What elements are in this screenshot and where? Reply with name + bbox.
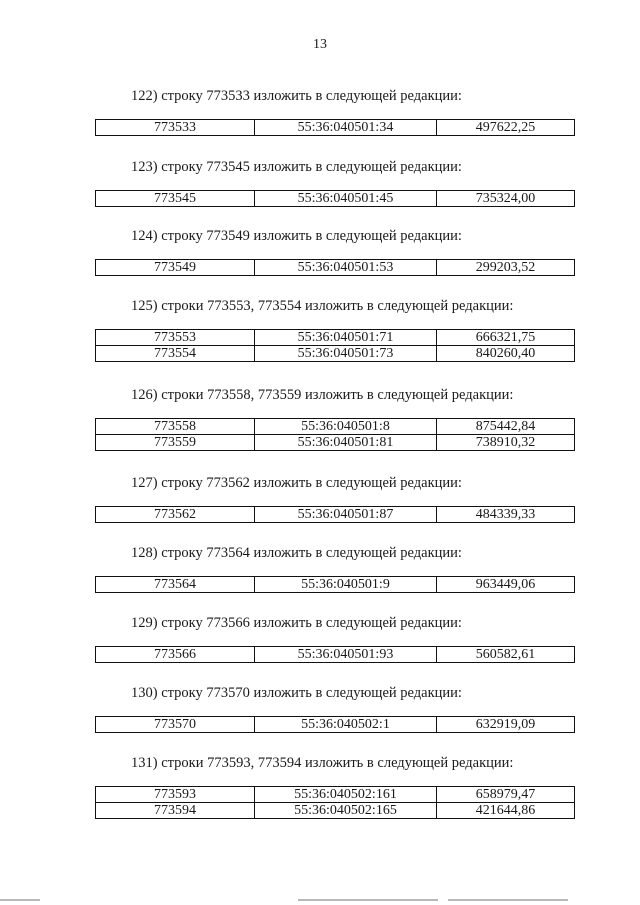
data-table xyxy=(95,190,575,207)
table-row xyxy=(96,507,575,523)
cell-cadastral-number: 55:36:040502:1 xyxy=(255,717,437,733)
cell-value: 658979,47 xyxy=(437,787,575,803)
amendment-item xyxy=(95,158,573,206)
table-row xyxy=(96,419,575,435)
item-heading: 131) строки 773593, 773594 изложить в следующей редакции: xyxy=(131,755,514,771)
table-row xyxy=(96,435,575,451)
item-heading: 126) строки 773558, 773559 изложить в следующей редакции: xyxy=(131,387,514,403)
cell-row-number: 773559 xyxy=(96,435,255,451)
cell-cadastral-number: 55:36:040501:34 xyxy=(255,120,437,136)
data-table xyxy=(95,119,575,136)
table-row xyxy=(96,803,575,819)
amendment-item xyxy=(95,754,573,818)
amendment-item xyxy=(95,474,573,522)
cell-cadastral-number: 55:36:040501:81 xyxy=(255,435,437,451)
cell-cadastral-number: 55:36:040501:71 xyxy=(255,330,437,346)
cell-value: 632919,09 xyxy=(437,717,575,733)
amendment-item xyxy=(95,684,573,732)
amendment-item xyxy=(95,87,573,135)
cell-row-number: 773549 xyxy=(96,260,255,276)
cell-cadastral-number: 55:36:040502:165 xyxy=(255,803,437,819)
cell-value: 666321,75 xyxy=(437,330,575,346)
table-row xyxy=(96,191,575,207)
cell-value: 875442,84 xyxy=(437,419,575,435)
cell-row-number: 773594 xyxy=(96,803,255,819)
cell-value: 484339,33 xyxy=(437,507,575,523)
table-row xyxy=(96,787,575,803)
data-table xyxy=(95,576,575,593)
amendment-item xyxy=(95,386,573,450)
item-heading: 122) строку 773533 изложить в следующей редакции: xyxy=(131,88,462,104)
cell-value: 735324,00 xyxy=(437,191,575,207)
table-row xyxy=(96,577,575,593)
item-heading: 128) строку 773564 изложить в следующей редакции: xyxy=(131,545,462,561)
amendment-item xyxy=(95,297,573,361)
cell-value: 840260,40 xyxy=(437,346,575,362)
cell-row-number: 773558 xyxy=(96,419,255,435)
table-row xyxy=(96,330,575,346)
cell-row-number: 773533 xyxy=(96,120,255,136)
scan-artifact-line xyxy=(448,899,568,901)
table-row xyxy=(96,647,575,663)
amendment-item xyxy=(95,227,573,275)
cell-row-number: 773570 xyxy=(96,717,255,733)
cell-value: 963449,06 xyxy=(437,577,575,593)
data-table xyxy=(95,329,575,362)
cell-cadastral-number: 55:36:040502:161 xyxy=(255,787,437,803)
cell-row-number: 773562 xyxy=(96,507,255,523)
table-row xyxy=(96,260,575,276)
cell-row-number: 773566 xyxy=(96,647,255,663)
item-heading: 127) строку 773562 изложить в следующей редакции: xyxy=(131,475,462,491)
item-heading: 125) строки 773553, 773554 изложить в следующей редакции: xyxy=(131,298,514,314)
cell-value: 738910,32 xyxy=(437,435,575,451)
cell-cadastral-number: 55:36:040501:87 xyxy=(255,507,437,523)
amendment-item xyxy=(95,614,573,662)
cell-cadastral-number: 55:36:040501:93 xyxy=(255,647,437,663)
scan-artifact-line xyxy=(298,899,438,901)
cell-cadastral-number: 55:36:040501:8 xyxy=(255,419,437,435)
table-row xyxy=(96,120,575,136)
cell-cadastral-number: 55:36:040501:53 xyxy=(255,260,437,276)
amendment-item xyxy=(95,544,573,592)
page-number: 13 xyxy=(313,37,327,52)
data-table xyxy=(95,716,575,733)
cell-row-number: 773593 xyxy=(96,787,255,803)
cell-cadastral-number: 55:36:040501:9 xyxy=(255,577,437,593)
item-heading: 130) строку 773570 изложить в следующей редакции: xyxy=(131,685,462,701)
data-table xyxy=(95,259,575,276)
cell-value: 497622,25 xyxy=(437,120,575,136)
data-table xyxy=(95,506,575,523)
cell-value: 299203,52 xyxy=(437,260,575,276)
item-heading: 124) строку 773549 изложить в следующей редакции: xyxy=(131,228,462,244)
data-table xyxy=(95,646,575,663)
data-table xyxy=(95,418,575,451)
cell-row-number: 773554 xyxy=(96,346,255,362)
cell-cadastral-number: 55:36:040501:45 xyxy=(255,191,437,207)
cell-cadastral-number: 55:36:040501:73 xyxy=(255,346,437,362)
cell-value: 560582,61 xyxy=(437,647,575,663)
table-row xyxy=(96,346,575,362)
table-row xyxy=(96,717,575,733)
item-heading: 123) строку 773545 изложить в следующей редакции: xyxy=(131,159,462,175)
cell-row-number: 773564 xyxy=(96,577,255,593)
item-heading: 129) строку 773566 изложить в следующей редакции: xyxy=(131,615,462,631)
data-table xyxy=(95,786,575,819)
cell-row-number: 773545 xyxy=(96,191,255,207)
cell-value: 421644,86 xyxy=(437,803,575,819)
scan-artifact-line xyxy=(0,899,40,901)
cell-row-number: 773553 xyxy=(96,330,255,346)
